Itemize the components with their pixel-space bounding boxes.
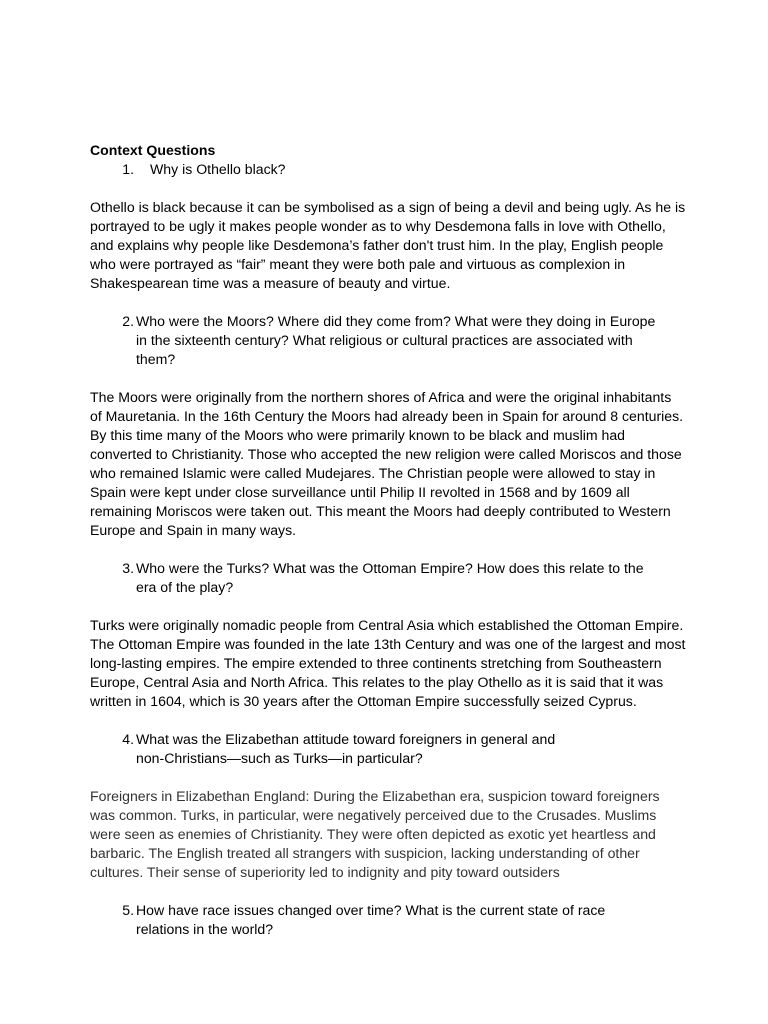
question-number: 1. <box>122 161 134 177</box>
question-5 <box>90 901 690 939</box>
answer-4: Foreigners in Elizabethan England: During the Elizabethan era, suspicion toward foreigners was common. Turks, in particular, were negatively perceived due to the Crusades. Muslims were seen as enemies of Christianity. They were often depicted as exotic yet heartless and barbaric. The English treated all strangers with suspicion, lacking understanding of other cultures. Their sense of superiority led to indignity and pity toward outsiders <box>90 788 660 880</box>
answer-2: The Moors were originally from the northern shores of Africa and were the original inhabitants of Mauretania. In the 16th Century the Moors had already been in Spain for around 8 centuries. By this time many of the Moors who were primarily known to be black and muslim had converted to Christianity. Those who accepted the new religion were called Moriscos and those who remained Islamic were called Mudejares. The Christian people were allowed to stay in Spain were kept under close surveillance until Philip II revolted in 1568 and by 1609 all remaining Moriscos were taken out. This meant the Moors had deeply contributed to Western Europe and Spain in many ways. <box>90 389 684 538</box>
question-text: Who were the Moors? Where did they come from? What were they doing in Europe in the sixteenth century? What religious or cultural practices are associated with them? <box>136 313 656 367</box>
question-text: What was the Elizabethan attitude toward foreigners in general and non-Christians—such as Turks—in particular? <box>136 731 556 766</box>
question-text: Why is Othello black? <box>150 161 286 177</box>
question-number: 5. <box>122 902 134 918</box>
question-3 <box>90 559 690 597</box>
document-page <box>90 141 690 939</box>
question-number: 3. <box>122 560 134 576</box>
answer-3: Turks were originally nomadic people from Central Asia which established the Ottoman Empire. The Ottoman Empire was founded in the late 13th Century and was one of the largest and most long-lasting empires. The empire extended to three continents stretching from Southeastern Europe, Central Asia and North Africa. This relates to the play Othello as it is said that it was written in 1604, which is 30 years after the Ottoman Empire successfully seized Cyprus. <box>90 617 686 709</box>
section-heading: Context Questions <box>90 142 216 158</box>
answer-1: Othello is black because it can be symbolised as a sign of being a devil and being ugly. As he is portrayed to be ugly it makes people wonder as to why Desdemona falls in love with Othello, and explains why people like Desdemona’s father don't trust him. In the play, English people who were portrayed as “fair” meant they were both pale and virtuous as complexion in Shakespearean time was a measure of beauty and virtue. <box>90 199 686 291</box>
question-text: How have race issues changed over time? What is the current state of race relations in the world? <box>136 902 606 937</box>
question-1 <box>90 160 690 179</box>
question-text: Who were the Turks? What was the Ottoman Empire? How does this relate to the era of the play? <box>136 560 644 595</box>
question-number: 4. <box>122 731 134 747</box>
question-4 <box>90 730 690 768</box>
question-number: 2. <box>122 313 134 329</box>
question-2 <box>90 312 690 369</box>
